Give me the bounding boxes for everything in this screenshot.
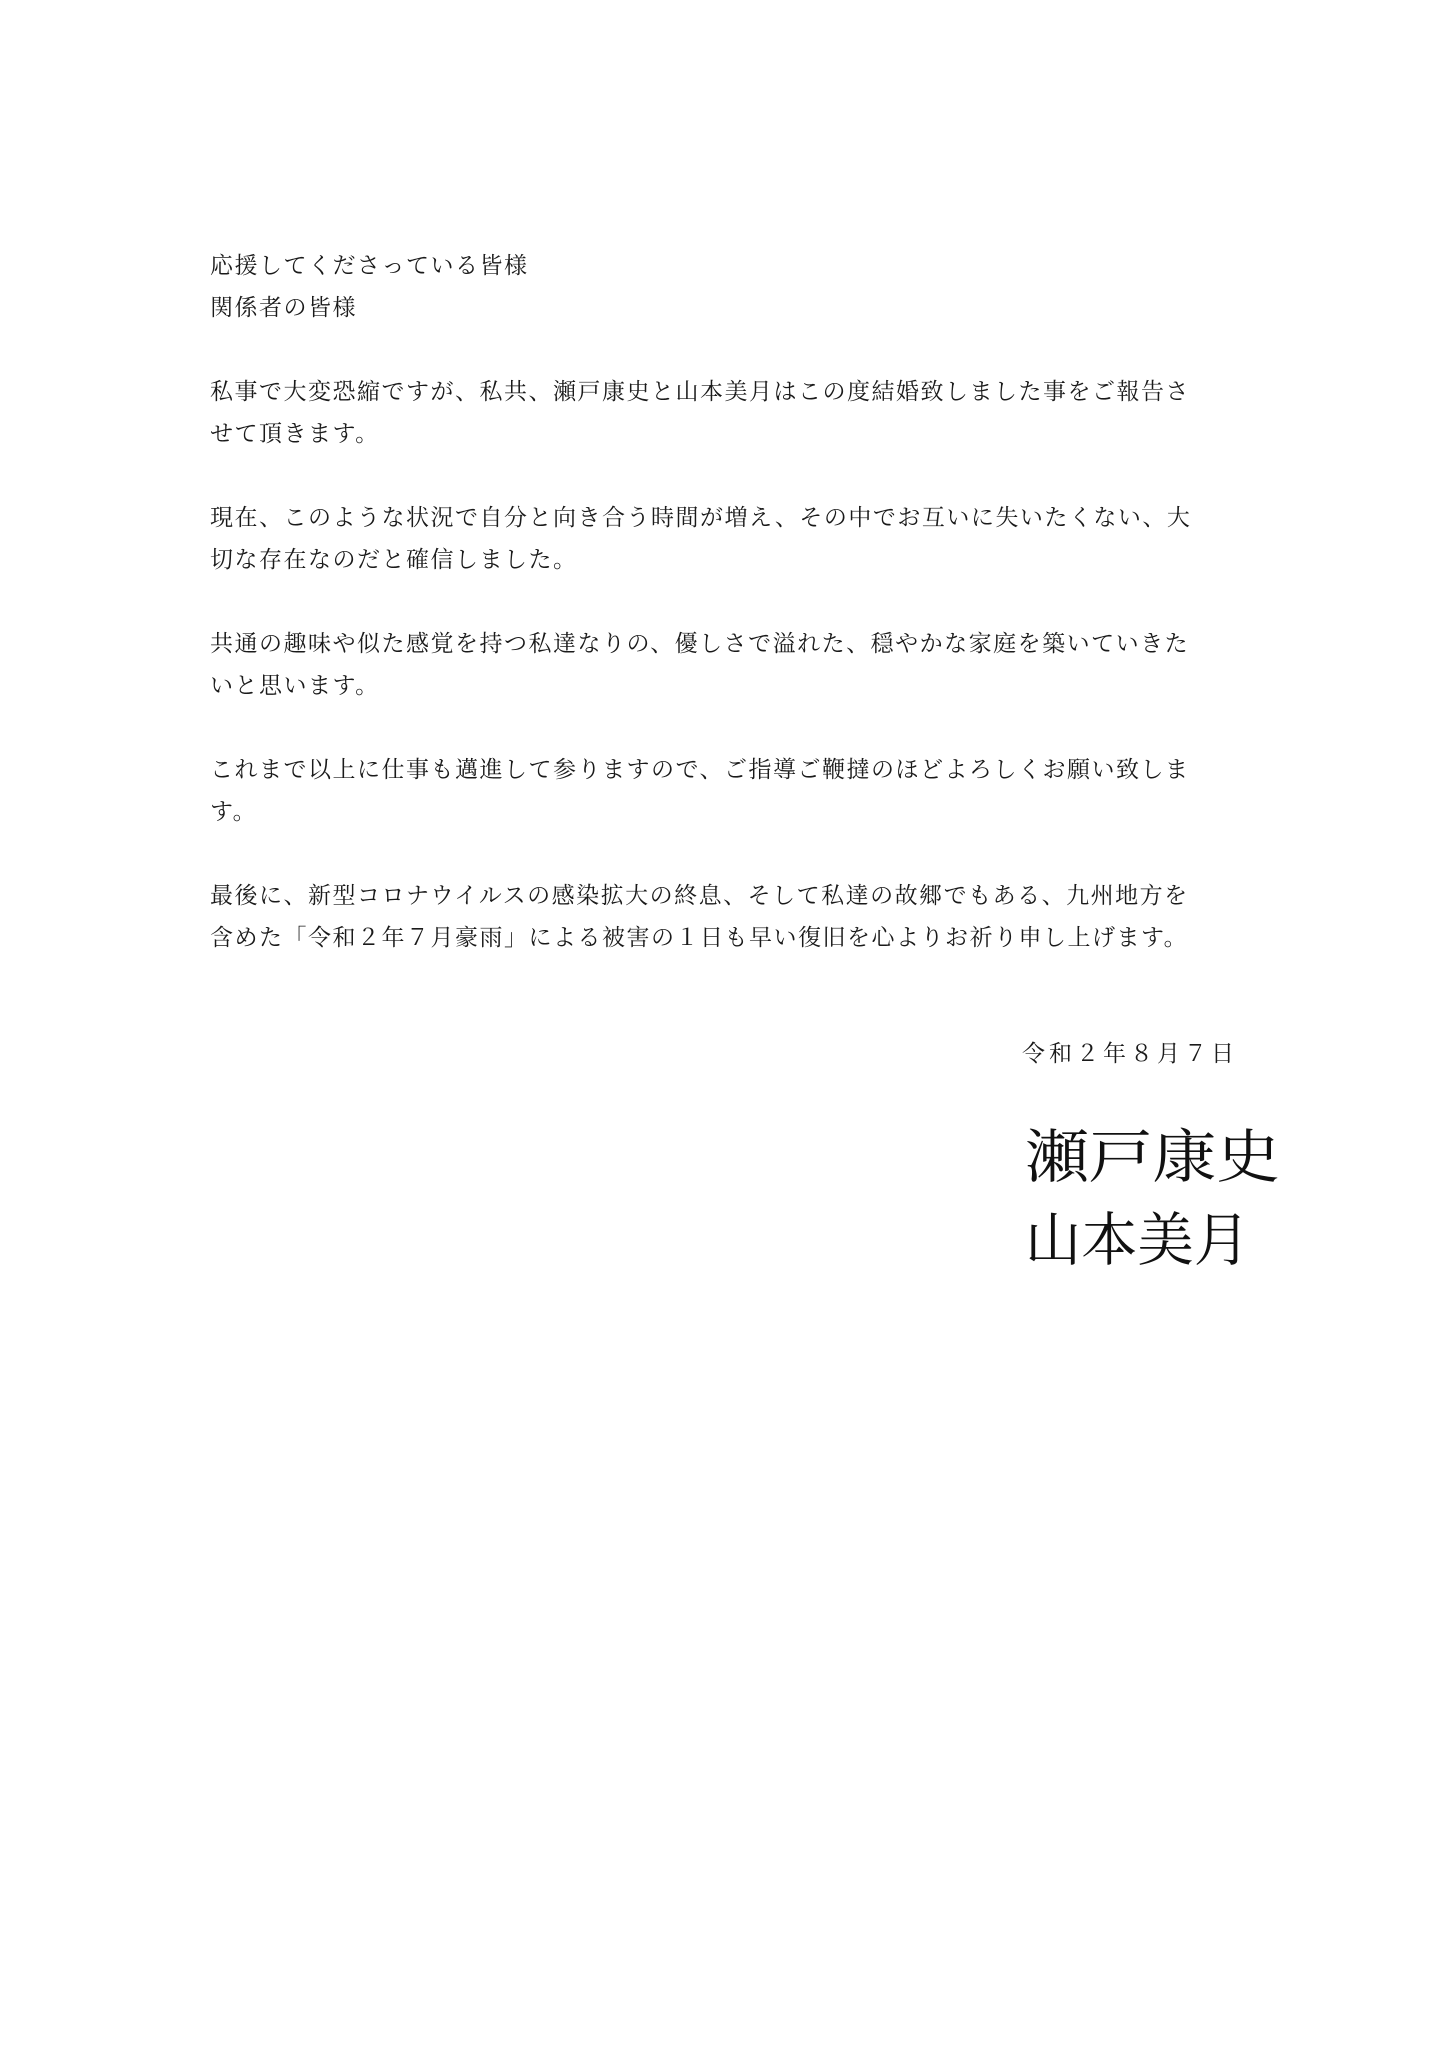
addressee-associates: 関係者の皆様 xyxy=(210,295,357,321)
paragraph-work: これまで以上に仕事も邁進して参りますので、ご指導ご鞭撻のほどよろしくお願い致しま す。 xyxy=(210,757,1190,825)
paragraph-closing: 最後に、新型コロナウイルスの感染拡大の終息、そして私達の故郷でもある、九州地方を 含めた「令和２年７月豪雨」による被害の１日も早い復旧を心よりお祈り申し上げます。 xyxy=(210,883,1189,951)
addressee-block xyxy=(210,245,1240,329)
paragraph-announcement: 私事で大変恐縮ですが、私共、瀬戸康史と山本美月はこの度結婚致しました事をご報告さ せて頂きます。 xyxy=(210,379,1190,447)
signature-yamamoto: 山本美月 xyxy=(1025,1206,1250,1274)
paragraph-home: 共通の趣味や似た感覚を持つ私達なりの、優しさで溢れた、穏やかな家庭を築いていきた いと思います。 xyxy=(210,631,1190,699)
addressee-supporters: 応援してくださっている皆様 xyxy=(210,253,529,279)
signature-image xyxy=(1020,1115,1290,1295)
letter-body xyxy=(210,245,1240,1001)
paragraph-reason: 現在、このような状況で自分と向き合う時間が増え、その中でお互いに失いたくない、大 切な存在なのだと確信しました。 xyxy=(210,505,1192,573)
handwritten-signature xyxy=(1020,1115,1290,1295)
letter-date: 令和２年８月７日 xyxy=(1022,1041,1238,1067)
signature-seto: 瀬戸康史 xyxy=(1025,1123,1280,1191)
